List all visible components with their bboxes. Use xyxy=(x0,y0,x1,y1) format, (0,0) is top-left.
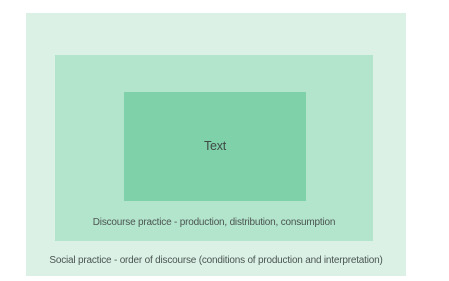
social-practice-label: Social practice - order of discourse (conditions of production and interpretation) xyxy=(49,255,383,266)
discourse-practice-label: Discourse practice - production, distribution, consumption xyxy=(92,217,336,228)
text-label: Text xyxy=(203,139,227,153)
